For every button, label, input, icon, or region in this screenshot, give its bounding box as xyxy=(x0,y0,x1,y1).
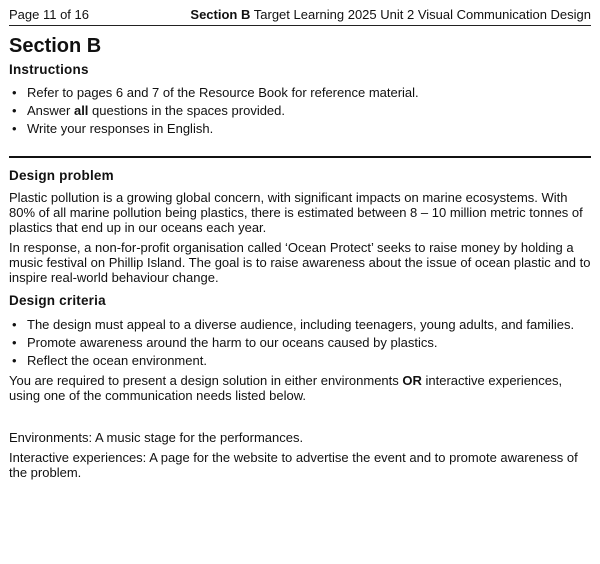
header-course-title: Target Learning 2025 Unit 2 Visual Communication Design xyxy=(253,7,591,22)
instructions-heading: Instructions xyxy=(9,62,89,77)
design-problem-para: Plastic pollution is a growing global concern, with significant impacts on marine ecosystems. With 80% of all marine pollution being plastics, there is estimated between 8 – 10 million metric tonnes of plastics that end up in our oceans each year. xyxy=(9,190,583,236)
header-section: Section B xyxy=(190,7,251,22)
design-criteria-heading: Design criteria xyxy=(9,293,106,309)
instructions-list xyxy=(9,84,591,138)
instruction-item: • Write your responses in English. xyxy=(9,120,591,138)
requirement-text: You are required to present a design solution in either environments OR interactive experiences, using one of the communication needs listed below. xyxy=(9,372,563,403)
running-header xyxy=(9,0,591,26)
design-problem-heading: Design problem xyxy=(9,168,114,184)
instruction-item: • Answer all questions in the spaces provided. xyxy=(9,102,591,120)
criteria-item: • Reflect the ocean environment. xyxy=(9,352,591,370)
page-number: Page 11 of 16 xyxy=(9,7,89,22)
spacer xyxy=(9,408,591,430)
criteria-list xyxy=(9,316,591,370)
need-environments: Environments: A music stage for the performances. xyxy=(9,429,304,445)
design-problem-para: In response, a non-for-profit organisation called ‘Ocean Protect’ seeks to raise money by holding a music festival on Phillip Island. The goal is to raise awareness about the issue of ocean plastic and to inspire real-world behaviour change. xyxy=(9,240,591,286)
section-title: Section B xyxy=(9,35,102,57)
instruction-item: • Refer to pages 6 and 7 of the Resource Book for reference material. xyxy=(9,84,591,102)
need-interactive: Interactive experiences: A page for the website to advertise the event and to promote awareness of the problem. xyxy=(9,449,578,480)
header-course xyxy=(190,7,591,22)
criteria-item: • Promote awareness around the harm to our oceans caused by plastics. xyxy=(9,334,591,352)
criteria-item: • The design must appeal to a diverse audience, including teenagers, young adults, and families. xyxy=(9,316,591,334)
divider xyxy=(9,156,591,158)
